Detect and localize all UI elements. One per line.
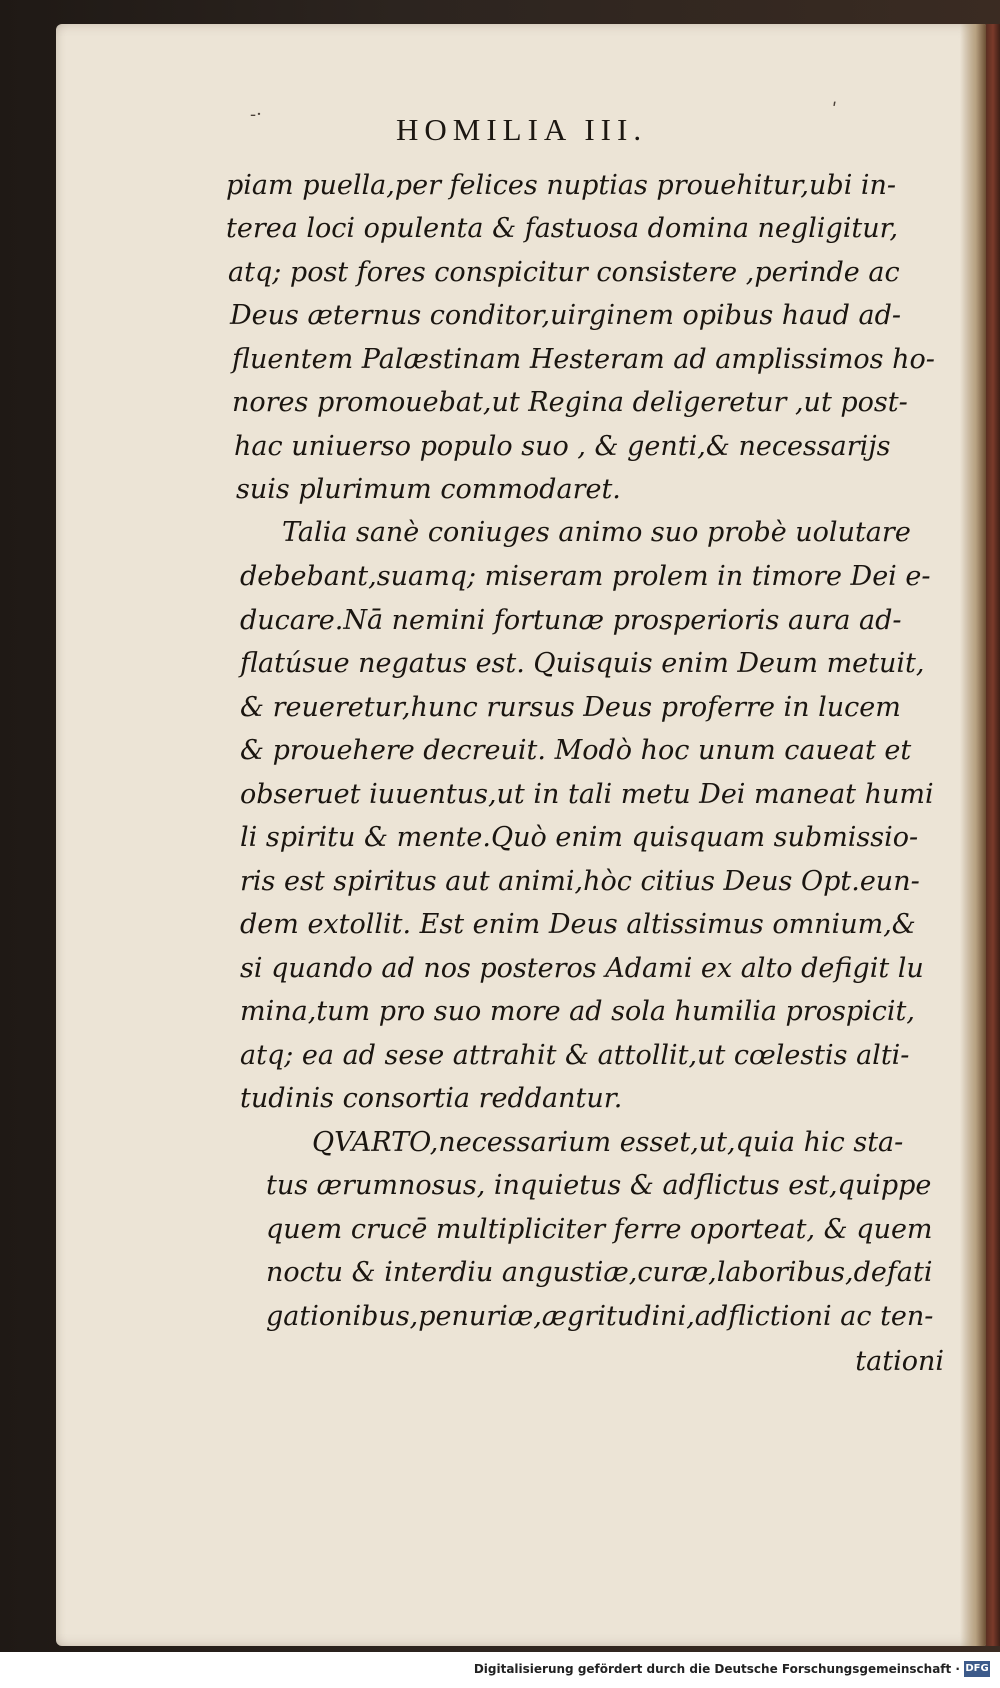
text-line: ducare.Nā nemini fortunæ prosperioris aura ad- <box>240 605 902 636</box>
text-line: noctu & interdiu angustiæ,curæ,laboribus,defati <box>266 1257 933 1288</box>
footer-credit: Digitalisierung gefördert durch die Deutsche Forschungsgemeinschaft · <box>473 1662 960 1676</box>
text-line: mina,tum pro suo more ad sola humilia prospicit, <box>240 996 915 1027</box>
text-line: & reueretur,hunc rursus Deus proferre in lucem <box>240 692 901 723</box>
text-line: gationibus,penuriæ,ægritudini,adflictioni ac ten- <box>266 1301 934 1332</box>
text-line: obseruet iuuentus,ut in tali metu Dei maneat humi <box>240 779 934 810</box>
page-mark-left: ‑· <box>250 104 262 125</box>
text-line: dem extollit. Est enim Deus altissimus omnium,& <box>240 909 916 940</box>
text-line: hac uniuerso populo suo , & genti,& necessarijs <box>234 431 891 462</box>
text-line: fluentem Palæstinam Hesteram ad amplissimos ho- <box>232 344 935 375</box>
text-line: piam puella,per felices nuptias prouehitur,ubi in- <box>226 170 897 201</box>
text-line: Talia sanè coniuges animo suo probè uolutare <box>282 517 911 548</box>
text-line: tudinis consortia reddantur. <box>240 1083 623 1114</box>
text-line: flatúsue negatus est. Quisquis enim Deum metuit, <box>240 648 925 679</box>
text-line: nores promouebat,ut Regina deligeretur ,ut post- <box>232 387 908 418</box>
text-line: debebant,suamq; miseram prolem in timore Dei e- <box>240 561 931 592</box>
catchword: tationi <box>855 1346 944 1377</box>
text-line: quem crucē multipliciter ferre oporteat, & quem <box>266 1214 933 1245</box>
digitization-footer <box>0 1652 1000 1688</box>
text-line: & prouehere decreuit. Modò hoc unum caueat et <box>240 735 912 766</box>
text-line: suis plurimum commodaret. <box>236 474 621 505</box>
text-line: tus ærumnosus, inquietus & adflictus est,quippe <box>266 1170 932 1201</box>
text-line: li spiritu & mente.Quò enim quisquam submissio- <box>240 822 919 853</box>
running-head: HOMILIA III. <box>396 112 648 147</box>
text-line: atq; post fores conspicitur consistere ,perinde ac <box>228 257 900 288</box>
page-mark-right: ʹ <box>832 100 838 121</box>
text-line: ris est spiritus aut animi,hòc citius Deus Opt.eun- <box>240 866 920 897</box>
text-line: QVARTO,necessarium esset,ut,quia hic sta- <box>312 1127 904 1158</box>
text-line: atq; ea ad sese attrahit & attollit,ut cœlestis alti- <box>240 1040 910 1071</box>
text-line: terea loci opulenta & fastuosa domina negligitur, <box>226 213 899 244</box>
text-line: si quando ad nos posteros Adami ex alto defigit lu <box>240 953 924 984</box>
text-line: Deus æternus conditor,uirginem opibus haud ad- <box>230 300 902 331</box>
dfg-logo: DFG <box>964 1661 990 1677</box>
